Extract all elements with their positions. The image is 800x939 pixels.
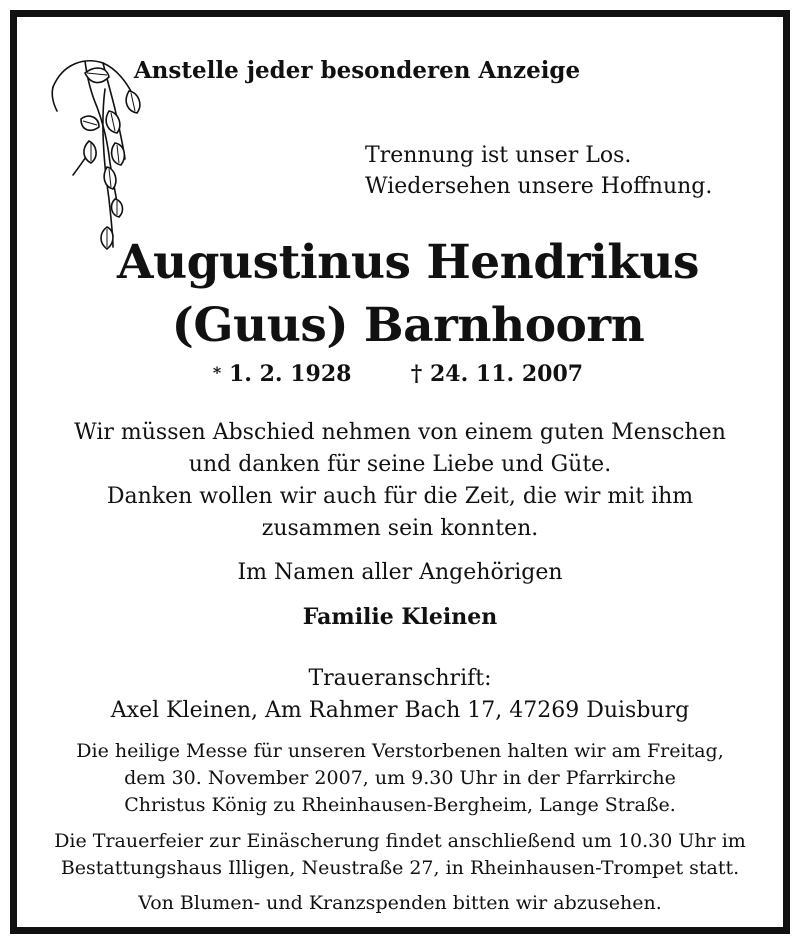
motto <box>365 140 712 202</box>
deceased-name-line-1: Augustinus Hendrikus <box>116 235 700 290</box>
mass-line-3: Christus König zu Rheinhausen-Bergheim, Lange Straße. <box>124 794 676 816</box>
address-label: Traueranschrift: <box>308 666 492 691</box>
ceremony-announcement <box>17 828 783 882</box>
life-dates <box>15 361 781 387</box>
born-star-icon: * <box>212 363 222 382</box>
mass-announcement <box>17 738 783 819</box>
notice-header: Anstelle jeder besonderen Anzeige <box>133 57 581 84</box>
closing-note: Von Blumen- und Kranzspenden bitten wir abzusehen. <box>138 892 662 914</box>
message-line-1: Wir müssen Abschied nehmen von einem guten Menschen <box>74 420 726 445</box>
message-line-4: zusammen sein konnten. <box>261 516 539 541</box>
motto-line-1: Trennung ist unser Los. <box>365 143 632 168</box>
address-value: Axel Kleinen, Am Rahmer Bach 17, 47269 Duisburg <box>110 698 690 723</box>
ceremony-line-1: Die Trauerfeier zur Einäscherung findet anschließend um 10.30 Uhr im <box>54 830 746 852</box>
mass-line-1: Die heilige Messe für unseren Verstorbenen halten wir am Freitag, <box>76 740 724 762</box>
mass-line-2: dem 30. November 2007, um 9.30 Uhr in der Pfarrkirche <box>124 767 676 789</box>
message-line-3: Danken wollen wir auch für die Zeit, die wir mit ihm <box>106 484 694 509</box>
motto-line-2: Wiedersehen unsere Hoffnung. <box>365 174 713 199</box>
farewell-message <box>17 417 783 545</box>
obituary-notice <box>10 10 790 934</box>
signature-intro: Im Namen aller Angehörigen <box>237 560 563 585</box>
mourning-address <box>17 663 783 727</box>
family-name: Familie Kleinen <box>302 604 498 630</box>
death-date: 24. 11. 2007 <box>429 361 584 387</box>
died-cross-icon: † <box>410 361 423 387</box>
deceased-name-line-2: (Guus) Barnhoorn <box>171 298 645 353</box>
ceremony-line-2: Bestattungshaus Illigen, Neustraße 27, in Rheinhausen-Trompet statt. <box>60 857 740 879</box>
message-line-2: und danken für seine Liebe und Güte. <box>188 452 612 477</box>
birth-date: 1. 2. 1928 <box>228 361 352 387</box>
